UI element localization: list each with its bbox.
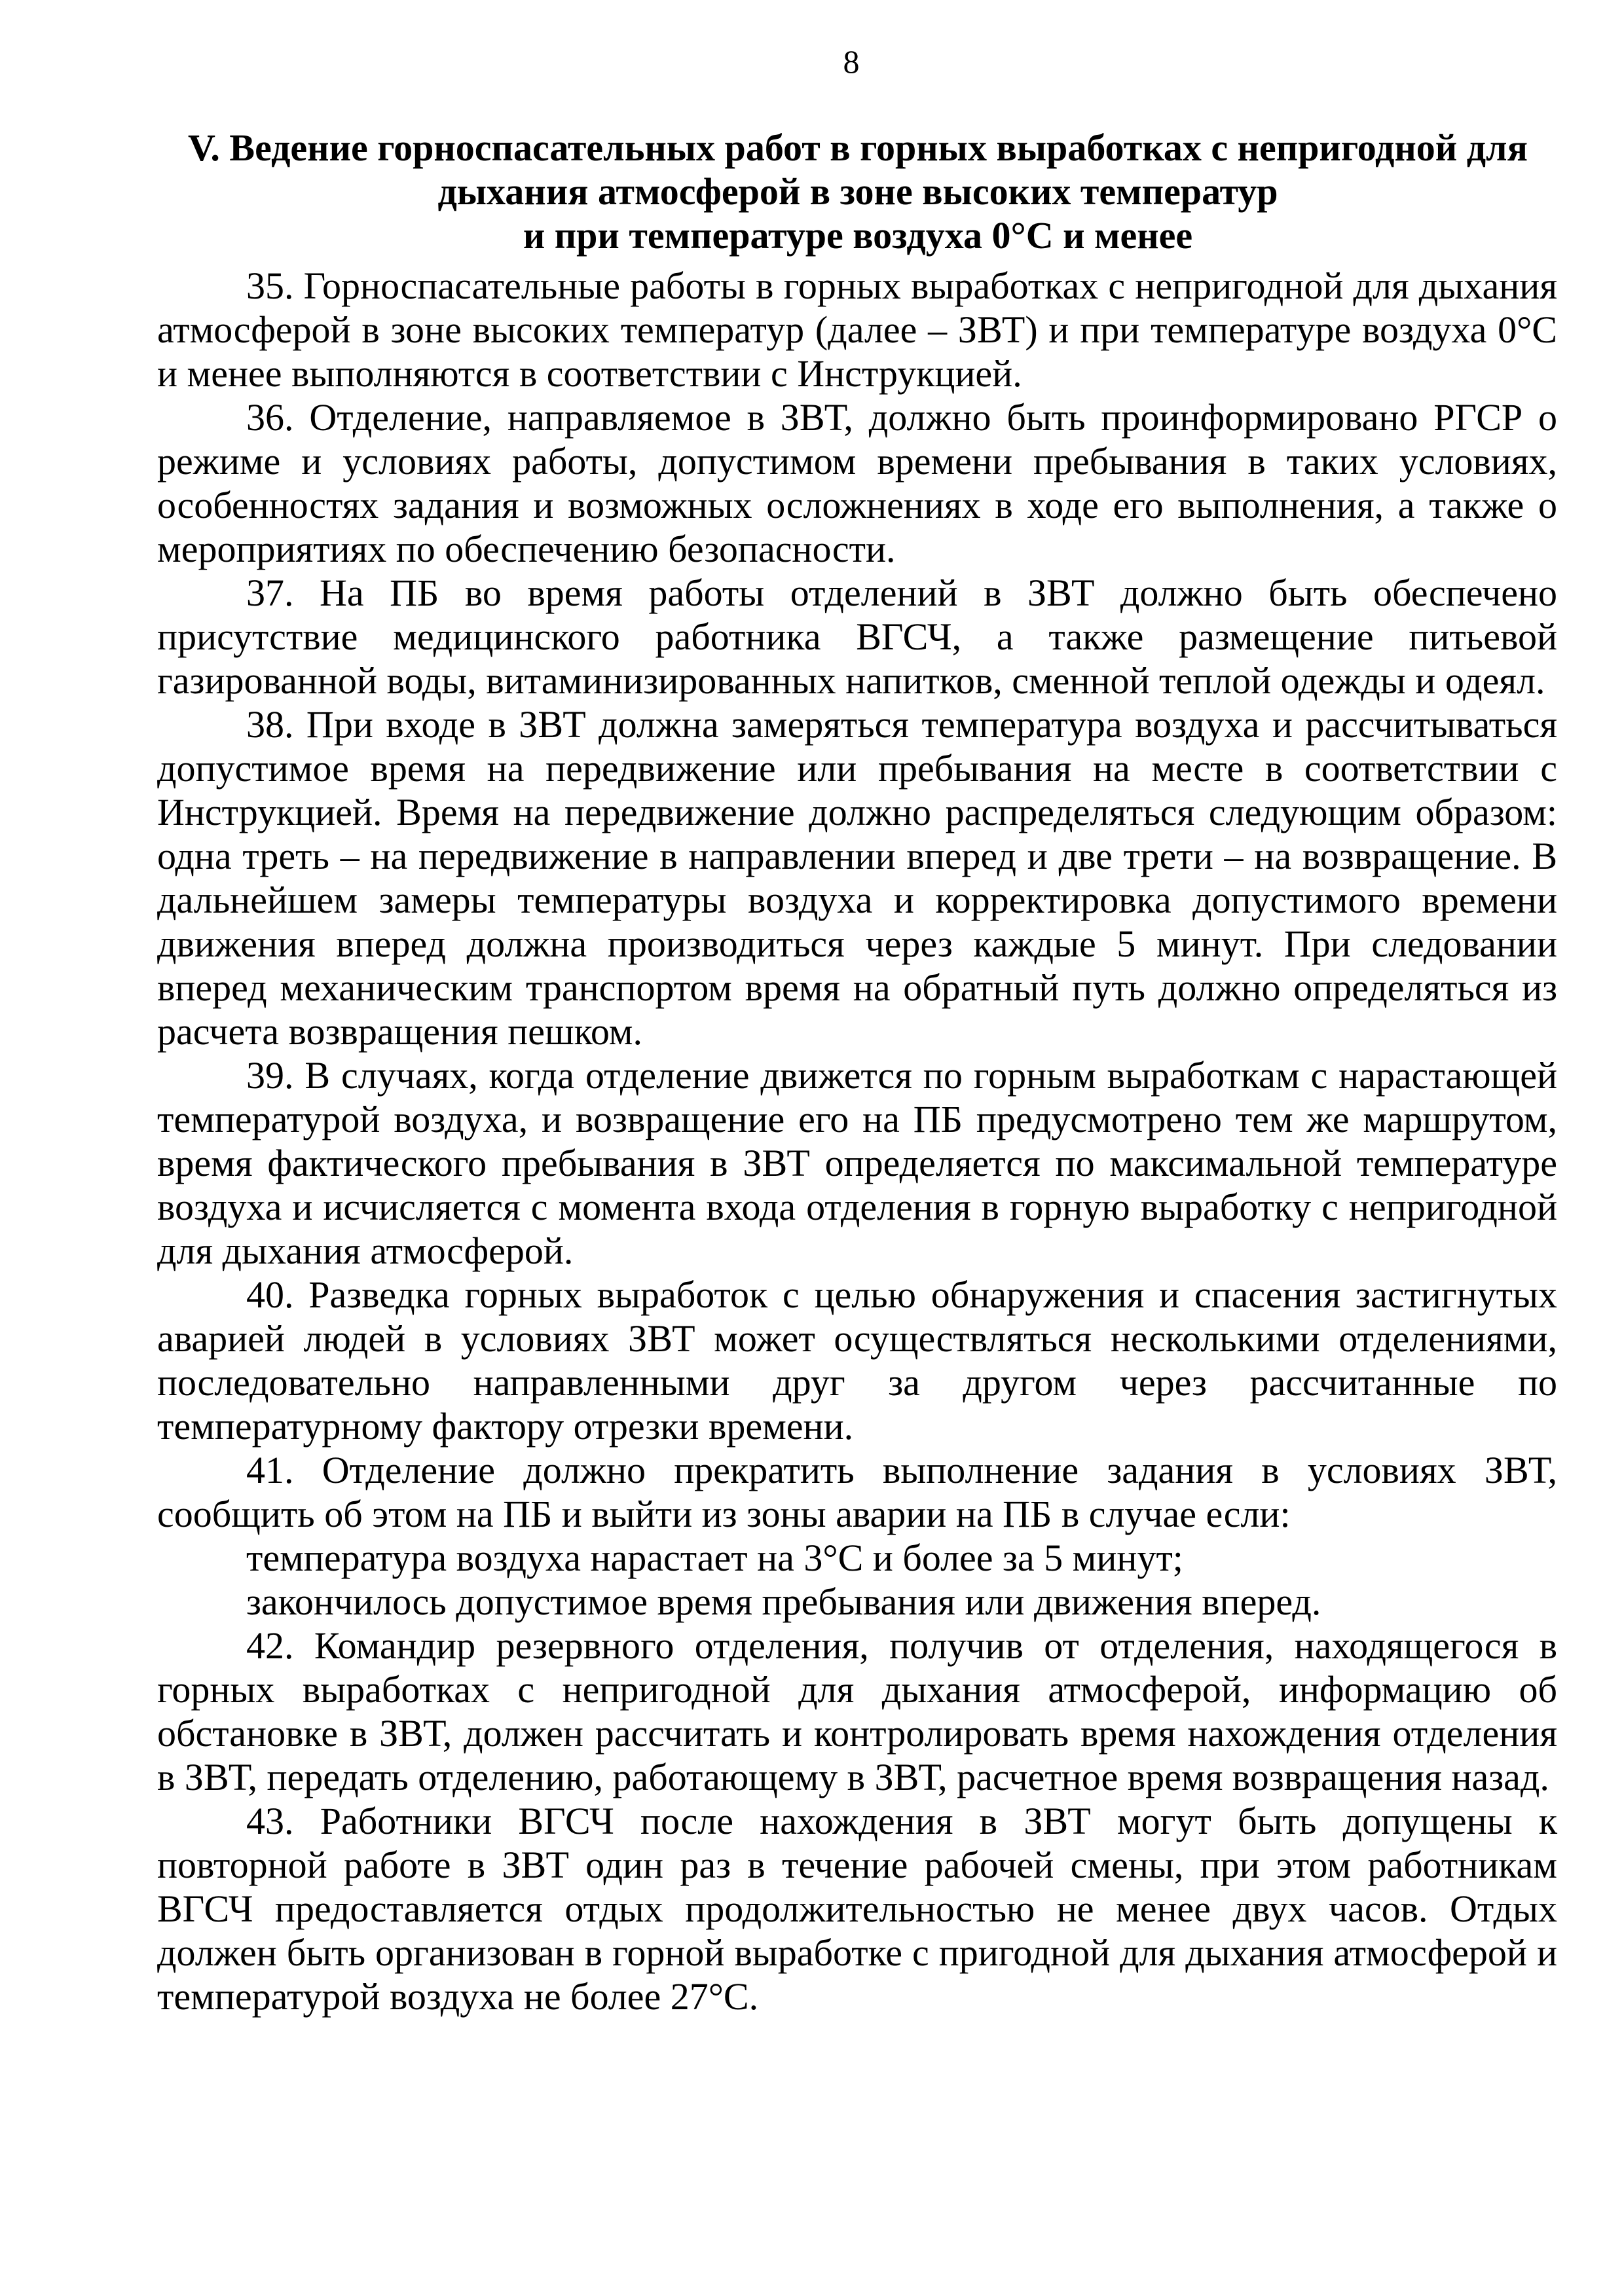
section-title bbox=[157, 126, 1559, 257]
paragraph-41-item-2: закончилось допустимое время пребывания или движения вперед. bbox=[246, 1580, 1321, 1623]
paragraph-36: 36. Отделение, направляемое в ЗВТ, должно быть проинформировано РГСР о режиме и условиях работы, допустимом времени пребывания в таких условиях, особенностях задания и возможных осложнениях в ходе его выполнения, а также о мероприятиях по обеспечению безопасности. bbox=[157, 396, 1557, 570]
paragraph-41-item-1: температура воздуха нарастает на 3°С и более за 5 минут; bbox=[246, 1537, 1183, 1579]
paragraph-38: 38. При входе в ЗВТ должна замеряться температура воздуха и рассчитываться допустимое время на передвижение или пребывания на месте в соответствии с Инструкцией. Время на передвижение должно распределяться следующим образом: одна треть – на передвижение в направлении вперед и две трети – на возвращение. В дальнейшем замеры температуры воздуха и корректировка допустимого времени движения вперед должна производиться через каждые 5 минут. При следовании вперед механическим транспортом время на обратный путь должно определяться из расчета возвращения пешком. bbox=[157, 703, 1557, 1053]
paragraph-39: 39. В случаях, когда отделение движется по горным выработкам с нарастающей температурой воздуха, и возвращение его на ПБ предусмотрено тем же маршрутом, время фактического пребывания в ЗВТ определяется по максимальной температуре воздуха и исчисляется с момента входа отделения в горную выработку с непригодной для дыхания атмосферой. bbox=[157, 1054, 1557, 1272]
section-title-line: V. Ведение горноспасательных работ в горных выработках с непригодной для bbox=[188, 126, 1528, 169]
paragraph-42: 42. Командир резервного отделения, получив от отделения, находящегося в горных выработках с непригодной для дыхания атмосферой, информацию об обстановке в ЗВТ, должен рассчитать и контролировать время нахождения отделения в ЗВТ, передать отделению, работающему в ЗВТ, расчетное время возвращения назад. bbox=[157, 1624, 1557, 1798]
page-number: 8 bbox=[843, 43, 860, 80]
paragraph-41: 41. Отделение должно прекратить выполнение задания в условиях ЗВТ, сообщить об этом на ПБ и выйти из зоны аварии на ПБ в случае если: bbox=[157, 1449, 1557, 1535]
paragraph-35: 35. Горноспасательные работы в горных выработках с непригодной для дыхания атмосферой в зоне высоких температур (далее – ЗВТ) и при температуре воздуха 0°С и менее выполняются в соответствии с Инструкцией. bbox=[157, 264, 1557, 395]
section-title-line: и при температуре воздуха 0°С и менее bbox=[523, 214, 1193, 257]
paragraph-43: 43. Работники ВГСЧ после нахождения в ЗВТ могут быть допущены к повторной работе в ЗВТ один раз в течение рабочей смены, при этом работникам ВГСЧ предоставляется отдых продолжительностью не менее двух часов. Отдых должен быть организован в горной выработке с пригодной для дыхания атмосферой и температурой воздуха не более 27°С. bbox=[157, 1800, 1557, 2018]
document-body bbox=[157, 264, 1557, 2018]
paragraph-40: 40. Разведка горных выработок с целью обнаружения и спасения застигнутых аварией людей в условиях ЗВТ может осуществляться несколькими отделениями, последовательно направленными друг за другом через рассчитанные по температурному фактору отрезки времени. bbox=[157, 1273, 1557, 1448]
section-title-line: дыхания атмосферой в зоне высоких температур bbox=[437, 170, 1278, 213]
paragraph-37: 37. На ПБ во время работы отделений в ЗВТ должно быть обеспечено присутствие медицинского работника ВГСЧ, а также размещение питьевой газированной воды, витаминизированных напитков, сменной теплой одежды и одеял. bbox=[157, 572, 1557, 702]
